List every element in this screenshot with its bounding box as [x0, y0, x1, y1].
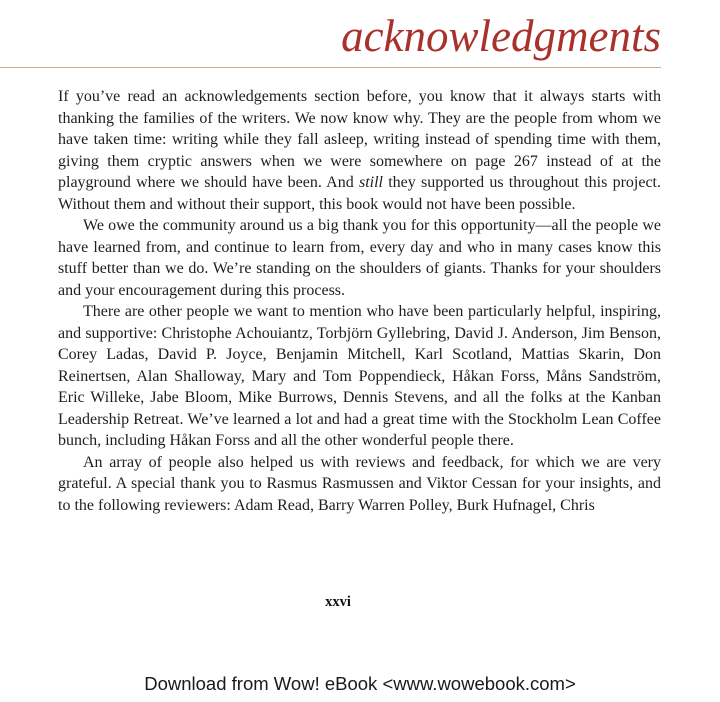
- paragraph: [58, 301, 661, 452]
- text-run: they supported us throughout this project. Without them and without their support, this book would not have been possible.: [58, 174, 661, 213]
- italic-text-run: still: [358, 174, 383, 191]
- chapter-title: acknowledgments: [341, 11, 661, 61]
- ebook-watermark: Download from Wow! eBook <www.wowebook.com>: [144, 673, 576, 694]
- paragraph: [58, 215, 661, 301]
- text-run: We owe the community around us a big thank you for this opportunity—all the people we have learned from, and continue to learn from, every day and who in many cases know this stuff better than we do. We’re standing on the shoulders of giants. Thanks for your shoulders and your encouragement during this process.: [58, 217, 661, 299]
- acknowledgments-text: [58, 86, 661, 516]
- text-run: If you’ve read an acknowledgements section before, you know that it always starts with thanking the families of the writers. We now know why. They are the people from whom we have taken time: writing while they fall asleep, writing instead of spending time with them, giving them cryptic answers when we were somewhere on page 267 instead of at the playground where we should have been. And: [58, 88, 661, 191]
- page-number-folio: xxvi: [325, 594, 351, 610]
- paragraph: [58, 452, 661, 517]
- paragraph: [58, 86, 661, 215]
- text-run: There are other people we want to mention who have been particularly helpful, inspiring, and supportive: Christophe Achouiantz, Torbjörn Gyllebring, David J. Anderson, Jim Benson, Corey Ladas, David P. Joyce, Benjamin Mitchell, Karl Scotland, Mattias Skarin, Don Reinertsen, Alan Shalloway, Mary and Tom Poppendieck, Håkan Forss, Måns Sandström, Eric Willeke, Jabe Bloom, Mike Burrows, Dennis Stevens, and all the folks at the Kanban Leadership Retreat. We’ve learned a lot and had a great time with the Stockholm Lean Coffee bunch, including Håkan Forss and all the other wonderful people there.: [58, 303, 661, 449]
- title-rule-divider: [0, 67, 661, 68]
- text-run: An array of people also helped us with reviews and feedback, for which we are very grateful. A special thank you to Rasmus Rasmussen and Viktor Cessan for your insights, and to the following reviewers: Adam Read, Barry Warren Polley, Burk Hufnagel, Chris: [58, 453, 661, 514]
